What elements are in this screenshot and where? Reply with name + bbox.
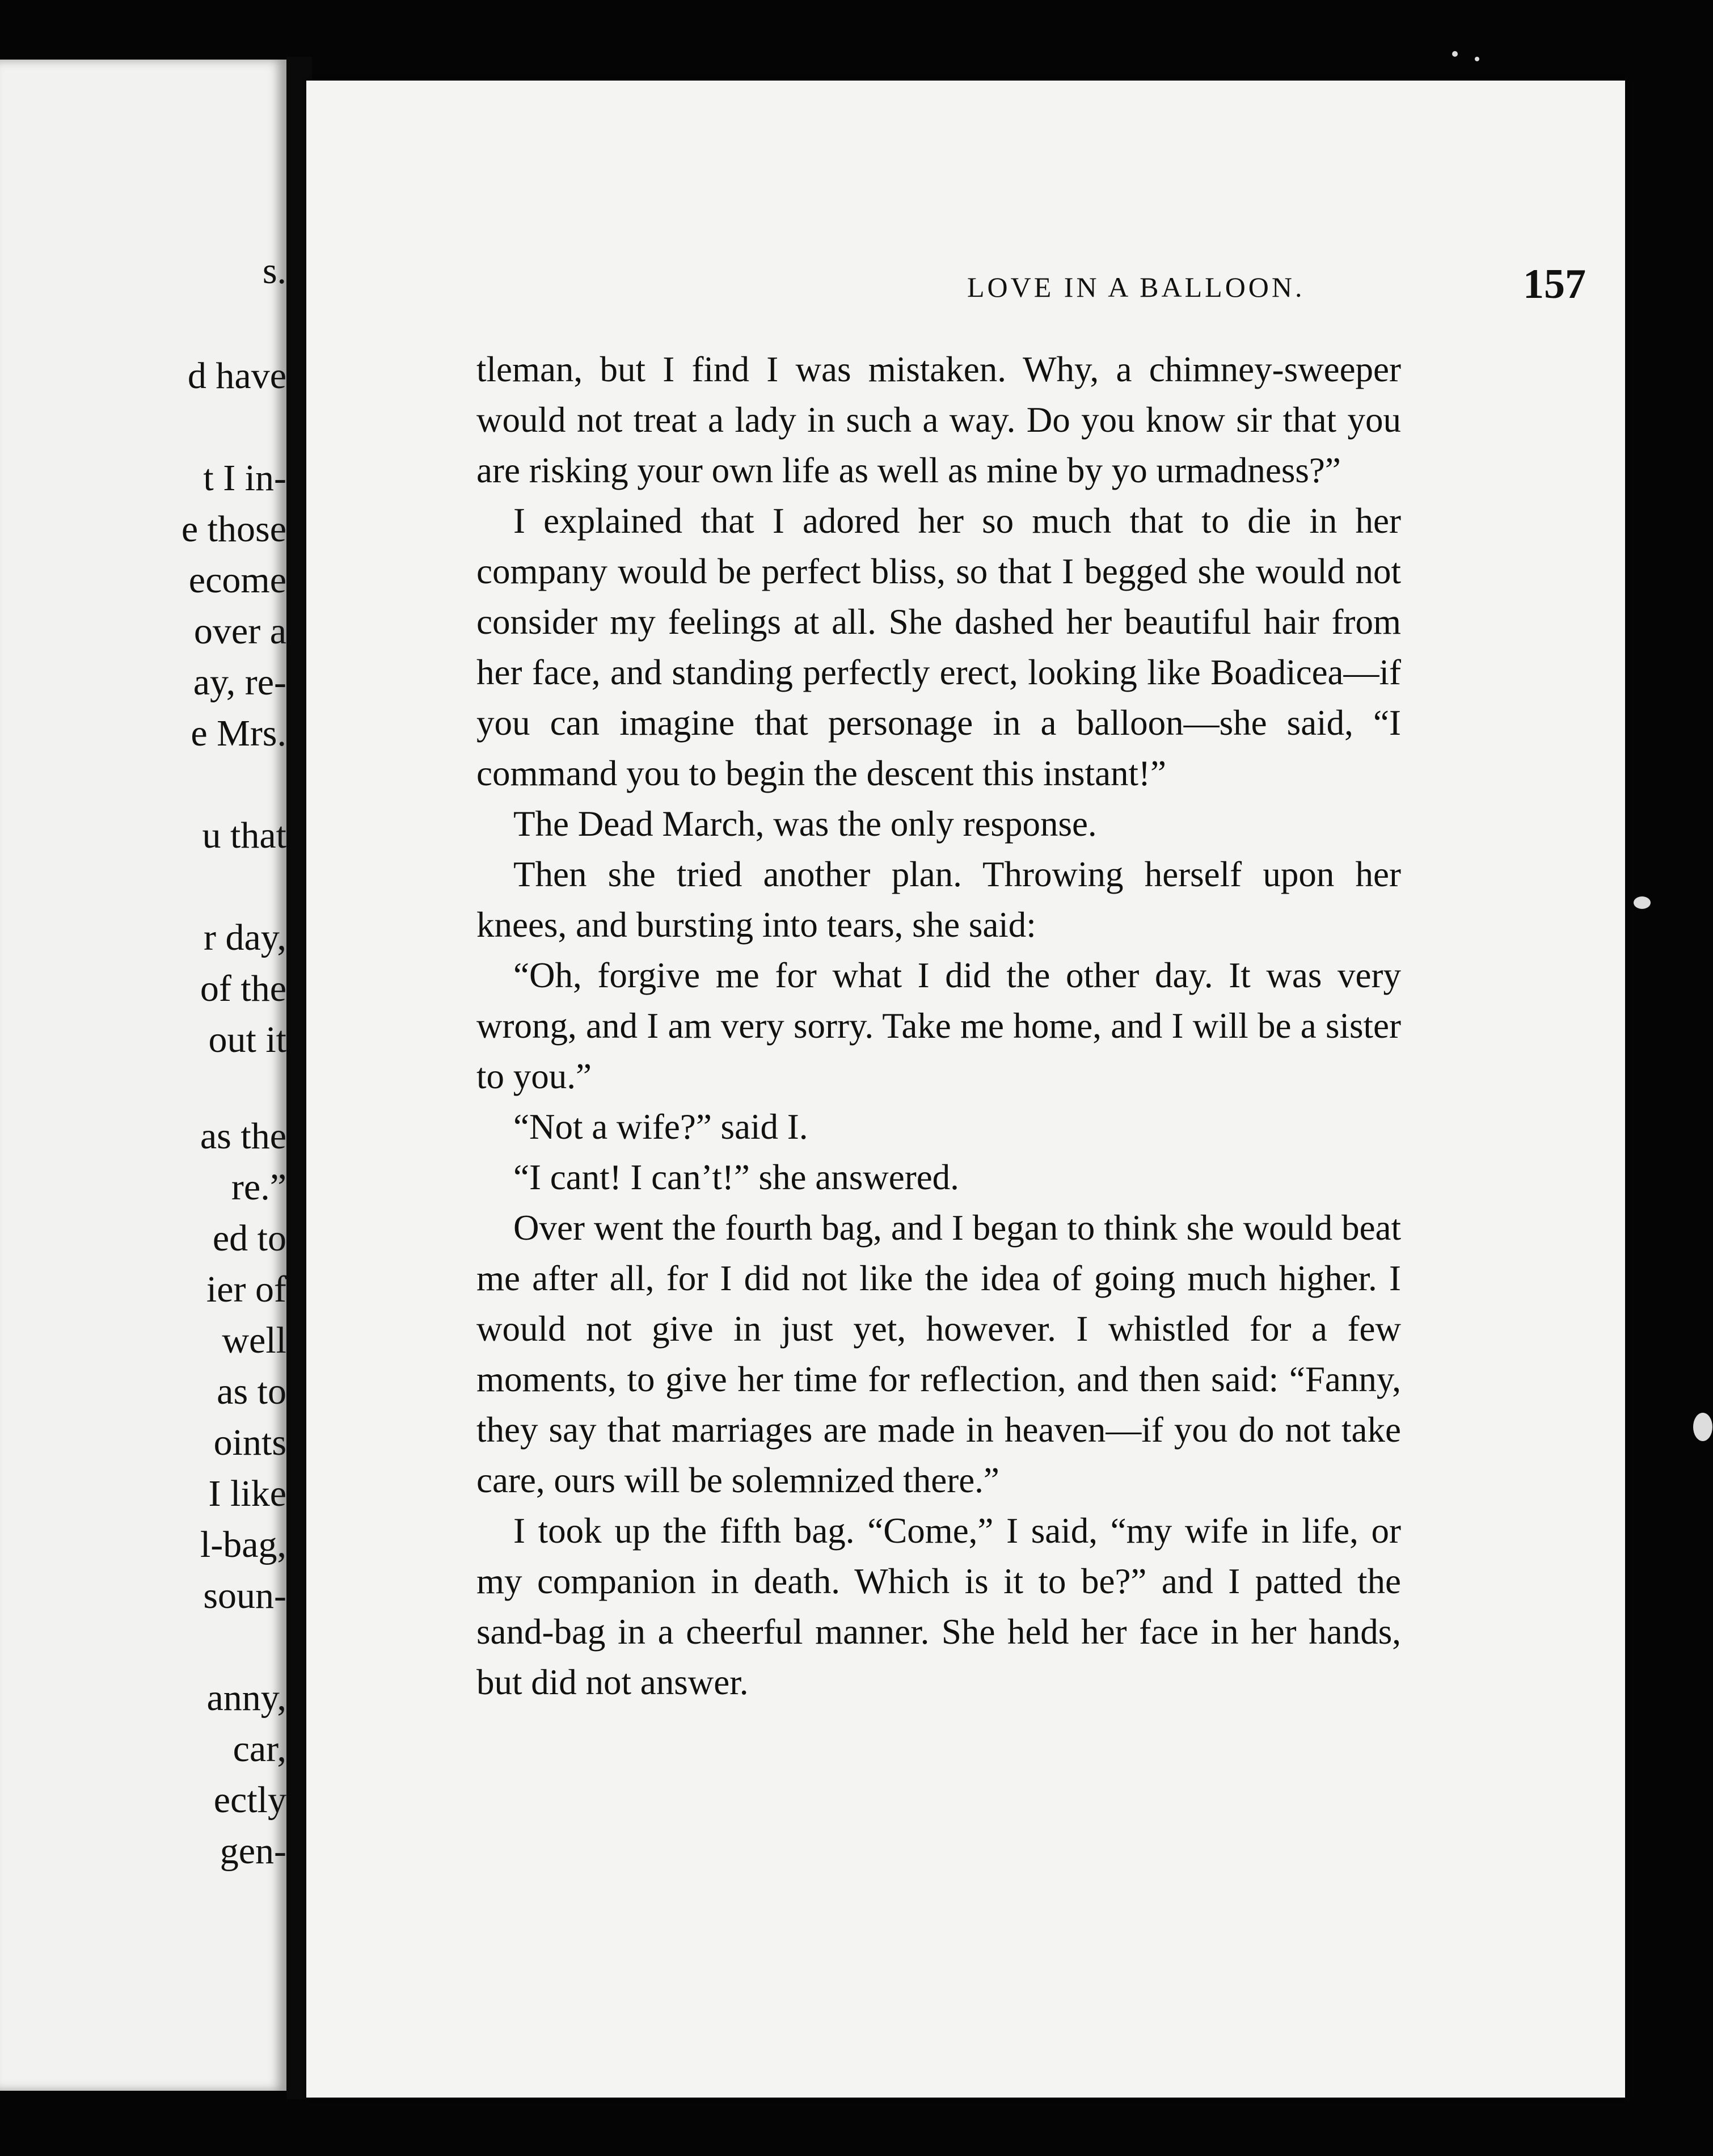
- left-line: gen-: [220, 1830, 286, 1872]
- scan-speck: [1475, 57, 1479, 61]
- left-line: of the: [200, 968, 286, 1009]
- left-line: t I in-: [203, 457, 286, 499]
- page-body: [476, 344, 1401, 1708]
- left-line: oints: [213, 1422, 286, 1463]
- left-line: I like: [208, 1473, 286, 1514]
- left-line: l-bag,: [200, 1524, 286, 1565]
- left-line: soun-: [203, 1575, 286, 1616]
- paragraph: tleman, but I find I was mistaken. Why, a chimney-sweeper would not treat a lady in such a way. Do you know sir that you are risking your own life as well as mine by yo urmadness?”: [476, 349, 1401, 490]
- left-line: e those: [181, 508, 286, 550]
- left-line: re.”: [231, 1167, 286, 1208]
- scan-speck: [1693, 1413, 1712, 1441]
- left-line: as to: [217, 1371, 286, 1412]
- paragraph: “Not a wife?” said I.: [513, 1107, 808, 1147]
- running-title: LOVE IN A BALLOON.: [967, 271, 1305, 303]
- left-line: ay, re-: [193, 662, 286, 703]
- left-page: [0, 60, 286, 2091]
- left-line: ectly: [213, 1779, 286, 1821]
- left-line: ier of: [206, 1269, 286, 1310]
- scan-speck: [1452, 51, 1458, 57]
- left-page-text: [0, 60, 286, 2091]
- paragraph: Over went the fourth bag, and I began to think she would beat me after all, for I did not like the idea of going much higher. I would not give in just yet, however. I whistled for a few moments, to give her time for reflection, and then said: “Fanny, they say that marriages are made in heaven—if you do not take care, ours will be solemnized there.”: [476, 1208, 1401, 1500]
- left-line: well: [222, 1320, 286, 1361]
- paragraph: The Dead March, was the only response.: [513, 804, 1097, 844]
- left-line: over a: [193, 610, 286, 652]
- left-line: d have: [187, 355, 286, 397]
- left-line: ecome: [188, 559, 286, 601]
- scan-speck: [1634, 896, 1651, 909]
- left-line: u that: [202, 815, 286, 856]
- paragraph: “Oh, forgive me for what I did the other day. It was very wrong, and I am very sorry. Take me home, and I will be a sister to you.”: [476, 955, 1401, 1096]
- left-line: s.: [262, 250, 286, 292]
- paragraph: “I cant! I can’t!” she answered.: [513, 1157, 959, 1197]
- left-line: ed to: [212, 1218, 286, 1259]
- paragraph: I explained that I adored her so much that to die in her company would be perfect bliss, so that I begged she would not consider my feelings at all. She dashed her beautiful hair from her face, and standing perfectly erect, looking like Boadicea—if you can imagine that personage in a balloon—she said, “I command you to begin the descent this instant!”: [476, 501, 1401, 793]
- paragraph: Then she tried another plan. Throwing herself upon her knees, and bursting into tears, she said:: [476, 854, 1401, 945]
- left-line: out it: [208, 1019, 286, 1060]
- left-line: car,: [233, 1728, 286, 1770]
- right-page: [306, 81, 1625, 2098]
- left-line: anny,: [206, 1677, 286, 1719]
- left-line: e Mrs.: [191, 713, 286, 754]
- page-number: 157: [1523, 261, 1586, 308]
- running-head: [482, 261, 1586, 327]
- left-line: as the: [200, 1115, 286, 1157]
- paragraph: I took up the fifth bag. “Come,” I said, “my wife in life, or my companion in death. Which is it to be?” and I patted the sand-bag in a cheerful manner. She held her face in her hands, but did not answer.: [476, 1511, 1401, 1702]
- left-line: r day,: [204, 917, 286, 958]
